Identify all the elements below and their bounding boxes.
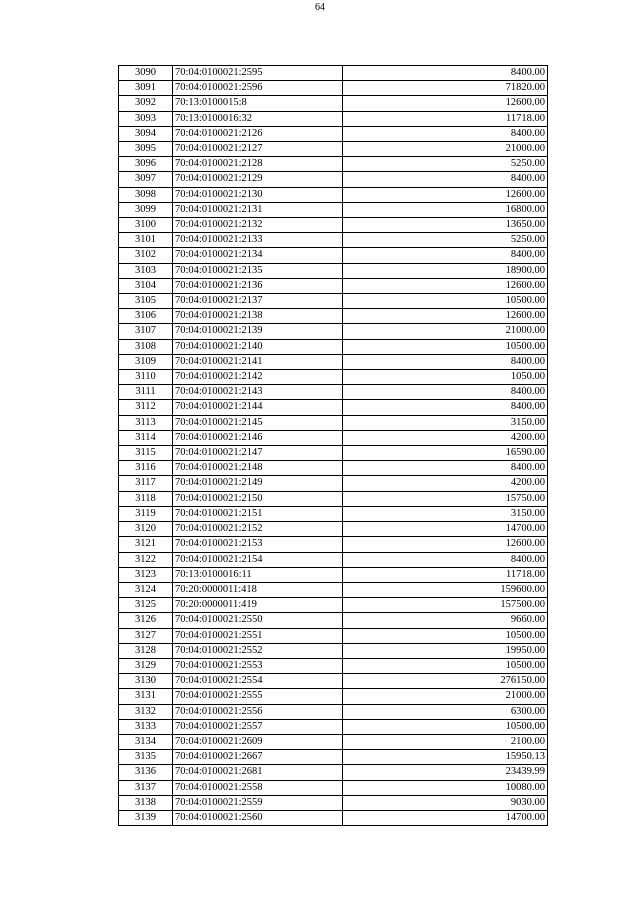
row-number-cell: 3113 xyxy=(119,415,173,430)
table-row xyxy=(119,385,548,400)
cadastral-number-cell: 70:04:0100021:2141 xyxy=(173,354,343,369)
value-cell: 1050.00 xyxy=(343,370,548,385)
cadastral-number-cell: 70:04:0100021:2681 xyxy=(173,765,343,780)
table-row xyxy=(119,324,548,339)
cadastral-number-cell: 70:04:0100021:2136 xyxy=(173,278,343,293)
row-number-cell: 3129 xyxy=(119,658,173,673)
row-number-cell: 3106 xyxy=(119,309,173,324)
table-row xyxy=(119,157,548,172)
cadastral-number-cell: 70:04:0100021:2154 xyxy=(173,552,343,567)
row-number-cell: 3094 xyxy=(119,126,173,141)
row-number-cell: 3127 xyxy=(119,628,173,643)
value-cell: 4200.00 xyxy=(343,476,548,491)
value-cell: 15750.00 xyxy=(343,491,548,506)
value-cell: 3150.00 xyxy=(343,506,548,521)
cadastral-number-cell: 70:04:0100021:2555 xyxy=(173,689,343,704)
value-cell: 8400.00 xyxy=(343,248,548,263)
cadastral-number-cell: 70:04:0100021:2148 xyxy=(173,461,343,476)
row-number-cell: 3097 xyxy=(119,172,173,187)
row-number-cell: 3091 xyxy=(119,81,173,96)
value-cell: 12600.00 xyxy=(343,187,548,202)
cadastral-number-cell: 70:04:0100021:2596 xyxy=(173,81,343,96)
cadastral-number-cell: 70:04:0100021:2559 xyxy=(173,795,343,810)
value-cell: 8400.00 xyxy=(343,172,548,187)
row-number-cell: 3101 xyxy=(119,233,173,248)
value-cell: 13650.00 xyxy=(343,218,548,233)
value-cell: 16590.00 xyxy=(343,446,548,461)
table-row xyxy=(119,598,548,613)
row-number-cell: 3096 xyxy=(119,157,173,172)
table-row xyxy=(119,582,548,597)
row-number-cell: 3110 xyxy=(119,370,173,385)
value-cell: 12600.00 xyxy=(343,537,548,552)
value-cell: 3150.00 xyxy=(343,415,548,430)
cadastral-number-cell: 70:04:0100021:2130 xyxy=(173,187,343,202)
table-row xyxy=(119,552,548,567)
table-row xyxy=(119,674,548,689)
table-row xyxy=(119,795,548,810)
row-number-cell: 3136 xyxy=(119,765,173,780)
row-number-cell: 3090 xyxy=(119,66,173,81)
value-cell: 10500.00 xyxy=(343,628,548,643)
cadastral-number-cell: 70:04:0100021:2126 xyxy=(173,126,343,141)
table-row xyxy=(119,810,548,825)
row-number-cell: 3112 xyxy=(119,400,173,415)
cadastral-number-cell: 70:04:0100021:2143 xyxy=(173,385,343,400)
value-cell: 15950.13 xyxy=(343,750,548,765)
table-row xyxy=(119,415,548,430)
table-row xyxy=(119,506,548,521)
table-row xyxy=(119,734,548,749)
row-number-cell: 3139 xyxy=(119,810,173,825)
value-cell: 8400.00 xyxy=(343,354,548,369)
value-cell: 6300.00 xyxy=(343,704,548,719)
table-row xyxy=(119,491,548,506)
row-number-cell: 3103 xyxy=(119,263,173,278)
table-row xyxy=(119,430,548,445)
table-row xyxy=(119,689,548,704)
table-row xyxy=(119,400,548,415)
cadastral-number-cell: 70:04:0100021:2129 xyxy=(173,172,343,187)
value-cell: 8400.00 xyxy=(343,126,548,141)
row-number-cell: 3137 xyxy=(119,780,173,795)
table-row xyxy=(119,278,548,293)
row-number-cell: 3093 xyxy=(119,111,173,126)
table-row xyxy=(119,628,548,643)
value-cell: 19950.00 xyxy=(343,643,548,658)
table-row xyxy=(119,187,548,202)
table-row xyxy=(119,126,548,141)
cadastral-number-cell: 70:04:0100021:2145 xyxy=(173,415,343,430)
row-number-cell: 3123 xyxy=(119,567,173,582)
row-number-cell: 3114 xyxy=(119,430,173,445)
cadastral-number-cell: 70:04:0100021:2127 xyxy=(173,142,343,157)
value-cell: 159600.00 xyxy=(343,582,548,597)
cadastral-number-cell: 70:04:0100021:2150 xyxy=(173,491,343,506)
value-cell: 12600.00 xyxy=(343,278,548,293)
cadastral-number-cell: 70:04:0100021:2146 xyxy=(173,430,343,445)
table-row xyxy=(119,765,548,780)
row-number-cell: 3122 xyxy=(119,552,173,567)
table-row xyxy=(119,248,548,263)
table-row xyxy=(119,218,548,233)
row-number-cell: 3111 xyxy=(119,385,173,400)
value-cell: 18900.00 xyxy=(343,263,548,278)
table-row xyxy=(119,522,548,537)
row-number-cell: 3130 xyxy=(119,674,173,689)
table-row xyxy=(119,780,548,795)
value-cell: 8400.00 xyxy=(343,461,548,476)
row-number-cell: 3099 xyxy=(119,202,173,217)
table-body xyxy=(119,66,548,826)
cadastral-number-cell: 70:04:0100021:2128 xyxy=(173,157,343,172)
cadastral-number-cell: 70:04:0100021:2138 xyxy=(173,309,343,324)
value-cell: 8400.00 xyxy=(343,385,548,400)
value-cell: 23439.99 xyxy=(343,765,548,780)
value-cell: 14700.00 xyxy=(343,522,548,537)
value-cell: 5250.00 xyxy=(343,157,548,172)
value-cell: 10500.00 xyxy=(343,658,548,673)
value-cell: 71820.00 xyxy=(343,81,548,96)
cadastral-number-cell: 70:04:0100021:2560 xyxy=(173,810,343,825)
cadastral-number-cell: 70:04:0100021:2133 xyxy=(173,233,343,248)
row-number-cell: 3126 xyxy=(119,613,173,628)
row-number-cell: 3135 xyxy=(119,750,173,765)
row-number-cell: 3104 xyxy=(119,278,173,293)
value-cell: 5250.00 xyxy=(343,233,548,248)
row-number-cell: 3100 xyxy=(119,218,173,233)
value-cell: 11718.00 xyxy=(343,111,548,126)
value-cell: 8400.00 xyxy=(343,66,548,81)
cadastral-number-cell: 70:04:0100021:2556 xyxy=(173,704,343,719)
cadastral-number-cell: 70:04:0100021:2139 xyxy=(173,324,343,339)
value-cell: 12600.00 xyxy=(343,309,548,324)
row-number-cell: 3107 xyxy=(119,324,173,339)
value-cell: 21000.00 xyxy=(343,324,548,339)
table-row xyxy=(119,643,548,658)
table-row xyxy=(119,233,548,248)
cadastral-number-cell: 70:04:0100021:2551 xyxy=(173,628,343,643)
cadastral-number-cell: 70:04:0100021:2132 xyxy=(173,218,343,233)
table-row xyxy=(119,202,548,217)
table-row xyxy=(119,719,548,734)
row-number-cell: 3124 xyxy=(119,582,173,597)
value-cell: 10500.00 xyxy=(343,294,548,309)
cadastral-number-cell: 70:04:0100021:2667 xyxy=(173,750,343,765)
cadastral-number-cell: 70:04:0100021:2151 xyxy=(173,506,343,521)
value-cell: 21000.00 xyxy=(343,689,548,704)
cadastral-number-cell: 70:04:0100021:2595 xyxy=(173,66,343,81)
row-number-cell: 3132 xyxy=(119,704,173,719)
row-number-cell: 3118 xyxy=(119,491,173,506)
cadastral-number-cell: 70:04:0100021:2153 xyxy=(173,537,343,552)
row-number-cell: 3134 xyxy=(119,734,173,749)
value-cell: 12600.00 xyxy=(343,96,548,111)
cadastral-number-cell: 70:04:0100021:2144 xyxy=(173,400,343,415)
value-cell: 14700.00 xyxy=(343,810,548,825)
cadastral-number-cell: 70:20:0000011:419 xyxy=(173,598,343,613)
value-cell: 276150.00 xyxy=(343,674,548,689)
cadastral-number-cell: 70:20:0000011:418 xyxy=(173,582,343,597)
cadastral-number-cell: 70:04:0100021:2140 xyxy=(173,339,343,354)
table-row xyxy=(119,96,548,111)
row-number-cell: 3138 xyxy=(119,795,173,810)
cadastral-number-cell: 70:04:0100021:2558 xyxy=(173,780,343,795)
table-row xyxy=(119,476,548,491)
table-row xyxy=(119,309,548,324)
row-number-cell: 3105 xyxy=(119,294,173,309)
table-row xyxy=(119,66,548,81)
row-number-cell: 3102 xyxy=(119,248,173,263)
table-row xyxy=(119,658,548,673)
cadastral-number-cell: 70:04:0100021:2152 xyxy=(173,522,343,537)
cadastral-number-cell: 70:04:0100021:2550 xyxy=(173,613,343,628)
row-number-cell: 3120 xyxy=(119,522,173,537)
cadastral-number-cell: 70:04:0100021:2142 xyxy=(173,370,343,385)
value-cell: 11718.00 xyxy=(343,567,548,582)
table-row xyxy=(119,172,548,187)
cadastral-number-cell: 70:04:0100021:2609 xyxy=(173,734,343,749)
value-cell: 2100.00 xyxy=(343,734,548,749)
value-cell: 9660.00 xyxy=(343,613,548,628)
table-row xyxy=(119,446,548,461)
table-row xyxy=(119,294,548,309)
value-cell: 157500.00 xyxy=(343,598,548,613)
row-number-cell: 3125 xyxy=(119,598,173,613)
cadastral-number-cell: 70:04:0100021:2553 xyxy=(173,658,343,673)
table-row xyxy=(119,750,548,765)
table-row xyxy=(119,370,548,385)
table-row xyxy=(119,142,548,157)
table-row xyxy=(119,81,548,96)
row-number-cell: 3119 xyxy=(119,506,173,521)
cadastral-number-cell: 70:04:0100021:2131 xyxy=(173,202,343,217)
row-number-cell: 3109 xyxy=(119,354,173,369)
cadastral-number-cell: 70:13:0100016:32 xyxy=(173,111,343,126)
cadastral-number-cell: 70:04:0100021:2557 xyxy=(173,719,343,734)
row-number-cell: 3116 xyxy=(119,461,173,476)
row-number-cell: 3092 xyxy=(119,96,173,111)
row-number-cell: 3108 xyxy=(119,339,173,354)
value-cell: 8400.00 xyxy=(343,552,548,567)
cadastral-number-cell: 70:04:0100021:2137 xyxy=(173,294,343,309)
row-number-cell: 3121 xyxy=(119,537,173,552)
value-cell: 10080.00 xyxy=(343,780,548,795)
row-number-cell: 3098 xyxy=(119,187,173,202)
value-cell: 4200.00 xyxy=(343,430,548,445)
cadastral-number-cell: 70:13:0100015:8 xyxy=(173,96,343,111)
cadastral-number-cell: 70:04:0100021:2554 xyxy=(173,674,343,689)
row-number-cell: 3131 xyxy=(119,689,173,704)
cadastral-number-cell: 70:04:0100021:2135 xyxy=(173,263,343,278)
value-cell: 10500.00 xyxy=(343,719,548,734)
cadastral-number-cell: 70:04:0100021:2552 xyxy=(173,643,343,658)
value-cell: 8400.00 xyxy=(343,400,548,415)
value-cell: 16800.00 xyxy=(343,202,548,217)
table-row xyxy=(119,613,548,628)
row-number-cell: 3095 xyxy=(119,142,173,157)
value-cell: 21000.00 xyxy=(343,142,548,157)
cadastral-number-cell: 70:04:0100021:2134 xyxy=(173,248,343,263)
table-row xyxy=(119,537,548,552)
page-number: 64 xyxy=(315,2,325,13)
value-cell: 9030.00 xyxy=(343,795,548,810)
table-row xyxy=(119,461,548,476)
row-number-cell: 3133 xyxy=(119,719,173,734)
value-cell: 10500.00 xyxy=(343,339,548,354)
cadastral-value-table xyxy=(118,65,548,826)
table-row xyxy=(119,339,548,354)
table-row xyxy=(119,704,548,719)
row-number-cell: 3128 xyxy=(119,643,173,658)
table-row xyxy=(119,567,548,582)
cadastral-number-cell: 70:04:0100021:2149 xyxy=(173,476,343,491)
table-row xyxy=(119,263,548,278)
table-row xyxy=(119,354,548,369)
cadastral-number-cell: 70:04:0100021:2147 xyxy=(173,446,343,461)
row-number-cell: 3117 xyxy=(119,476,173,491)
cadastral-number-cell: 70:13:0100016:11 xyxy=(173,567,343,582)
table-row xyxy=(119,111,548,126)
row-number-cell: 3115 xyxy=(119,446,173,461)
